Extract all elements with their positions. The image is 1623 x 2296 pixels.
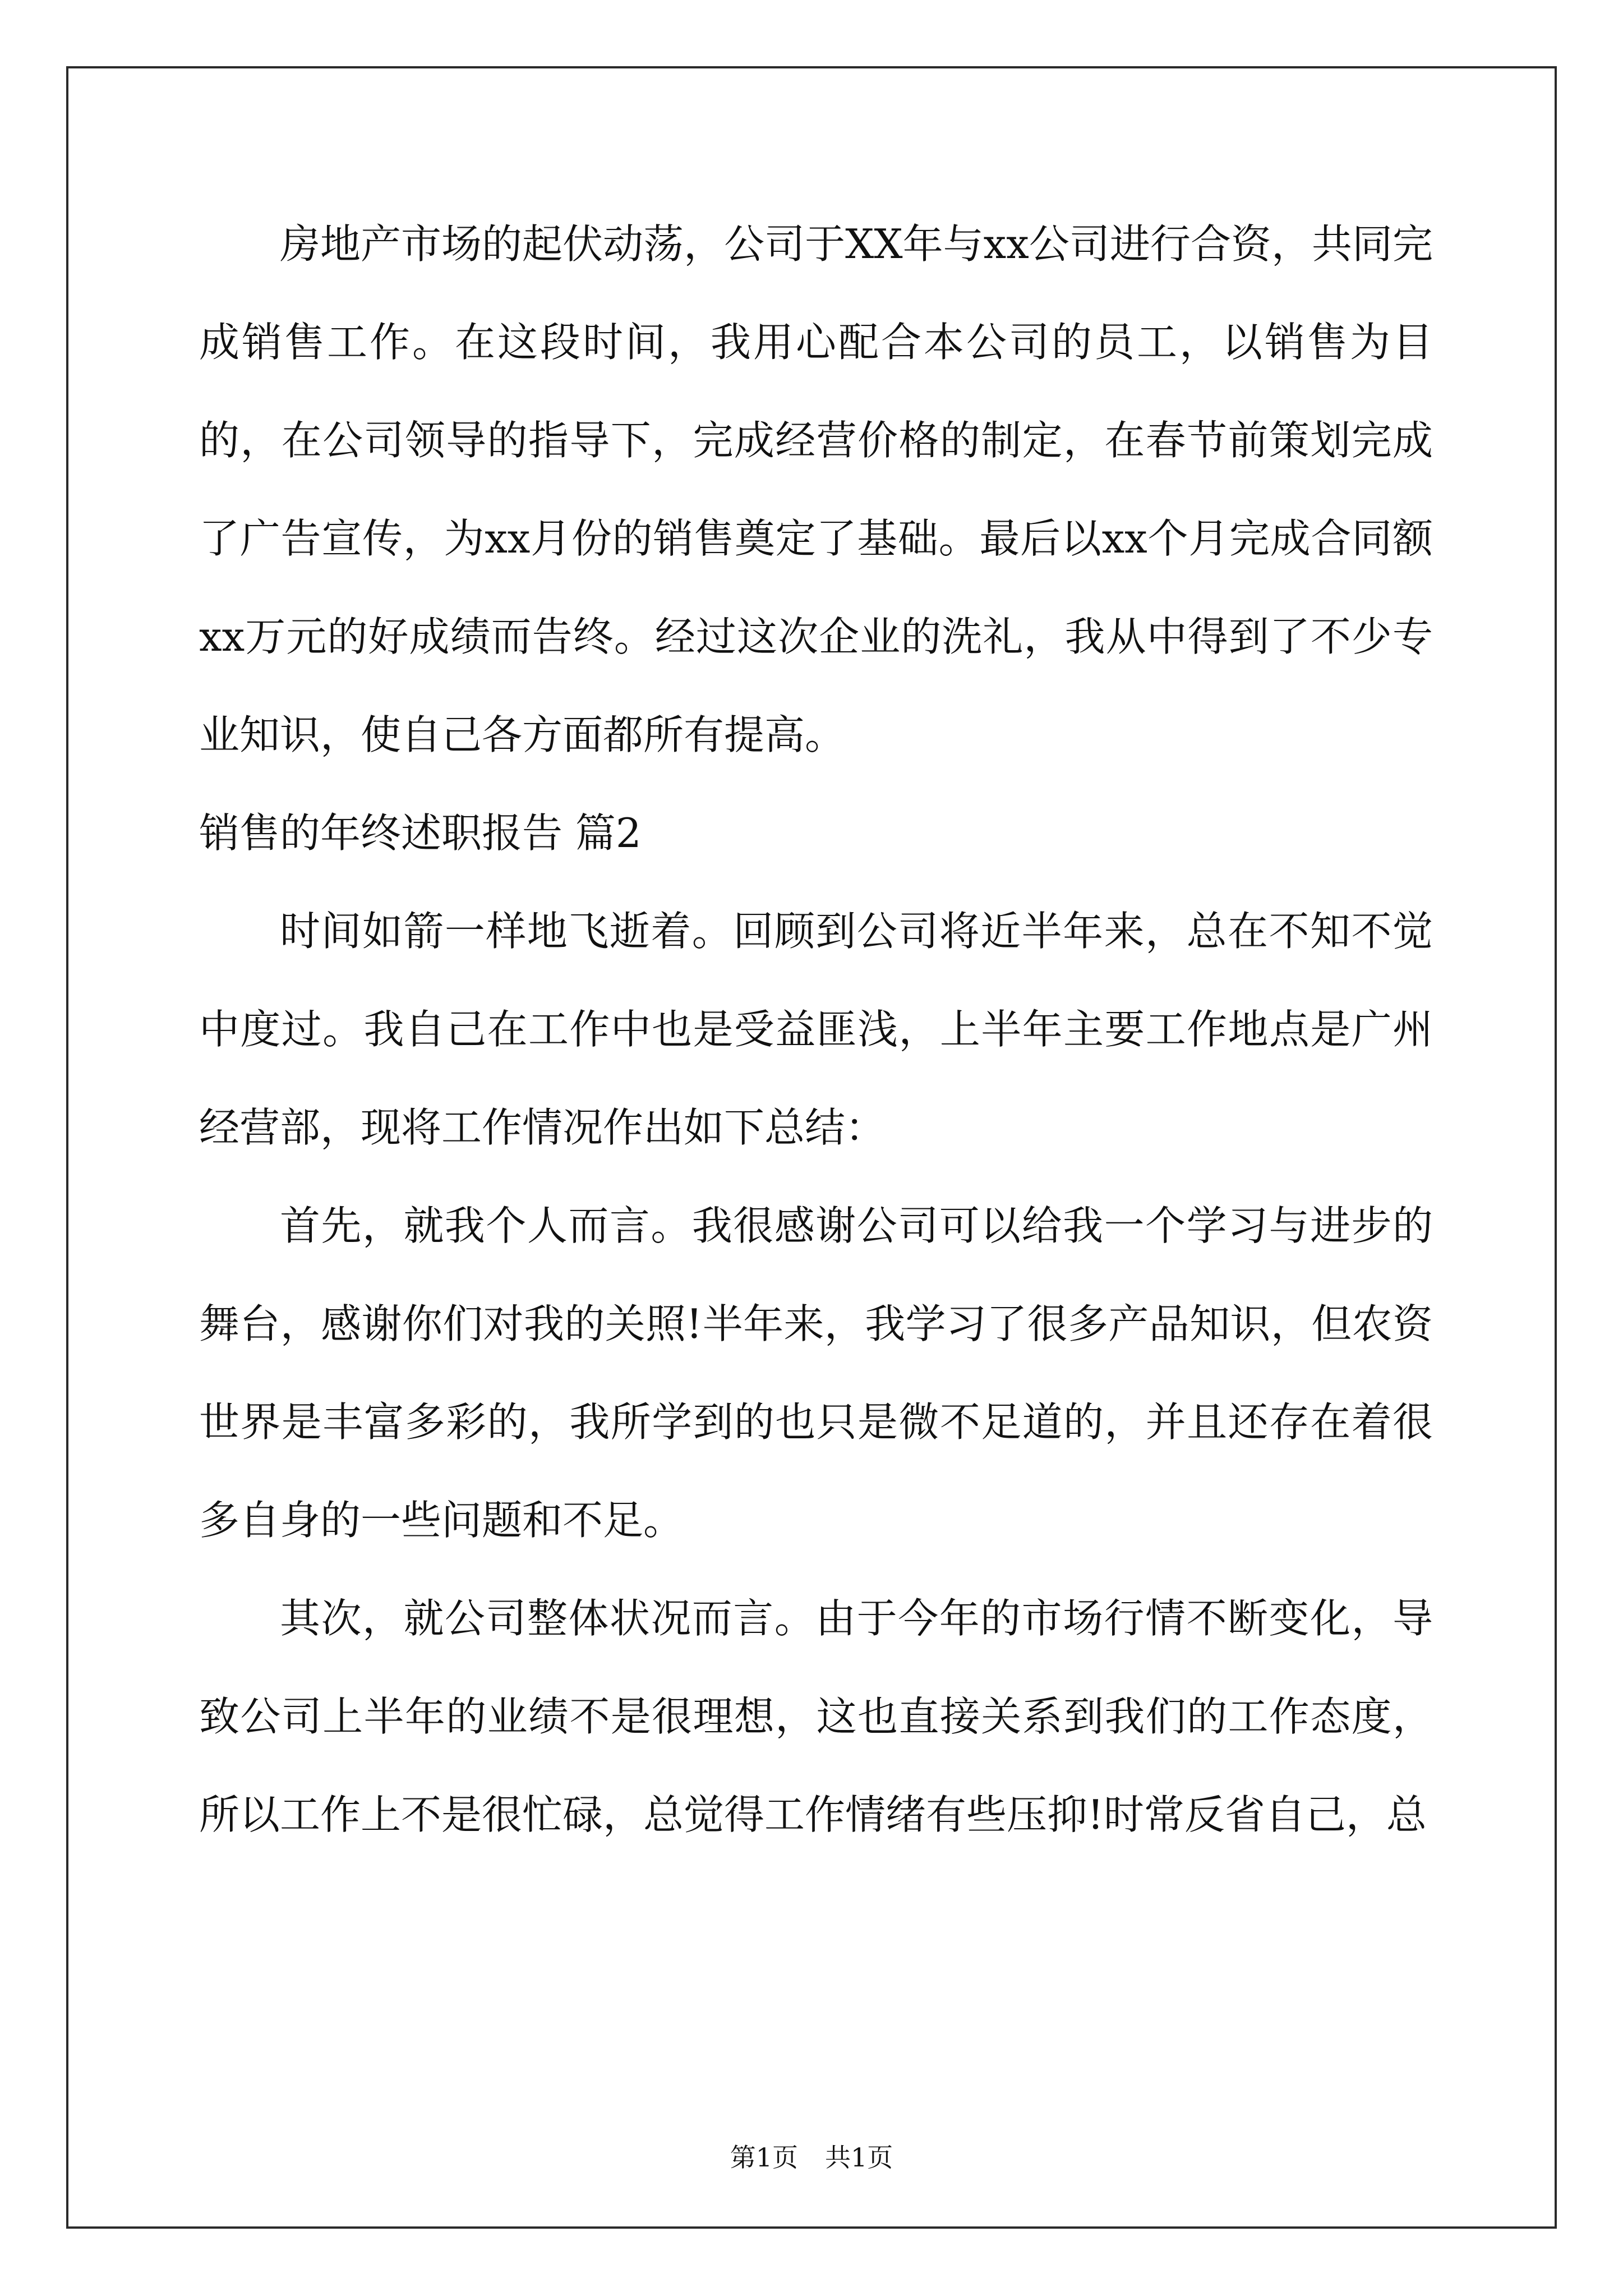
document-body <box>199 195 1433 1864</box>
paragraph-intro: 房地产市场的起伏动荡，公司于XX年与xx公司进行合资，共同完成销售工作。在这段时间，我用心配合本公司的员工，以销售为目的，在公司领导的指导下，完成经营价格的制定，在春节前策划完成了广告宣传，为xx月份的销售奠定了基础。最后以xx个月完成合同额xx万元的好成绩而告终。经过这次企业的洗礼，我从中得到了不少专业知识，使自己各方面都所有提高。 <box>199 220 1433 758</box>
page-total: 共1页 <box>825 2142 893 2173</box>
paragraph-personal: 首先，就我个人而言。我很感谢公司可以给我一个学习与进步的舞台，感谢你们对我的关照!半年来，我学习了很多产品知识，但农资世界是丰富多彩的，我所学到的也只是微不足道的，并且还存在着很多自身的一些问题和不足。 <box>199 1202 1433 1544</box>
page-footer <box>0 2137 1623 2174</box>
section-heading: 销售的年终述职报告 篇2 <box>199 809 642 857</box>
page-number: 第1页 <box>730 2142 798 2173</box>
paragraph-company: 其次，就公司整体状况而言。由于今年的市场行情不断变化，导致公司上半年的业绩不是很理想，这也直接关系到我们的工作态度，所以工作上不是很忙碌，总觉得工作情绪有些压抑!时常反省自己，总 <box>199 1595 1433 1838</box>
paragraph-time: 时间如箭一样地飞逝着。回顾到公司将近半年来，总在不知不觉中度过。我自己在工作中也是受益匪浅，上半年主要工作地点是广州经营部，现将工作情况作出如下总结： <box>199 908 1433 1151</box>
